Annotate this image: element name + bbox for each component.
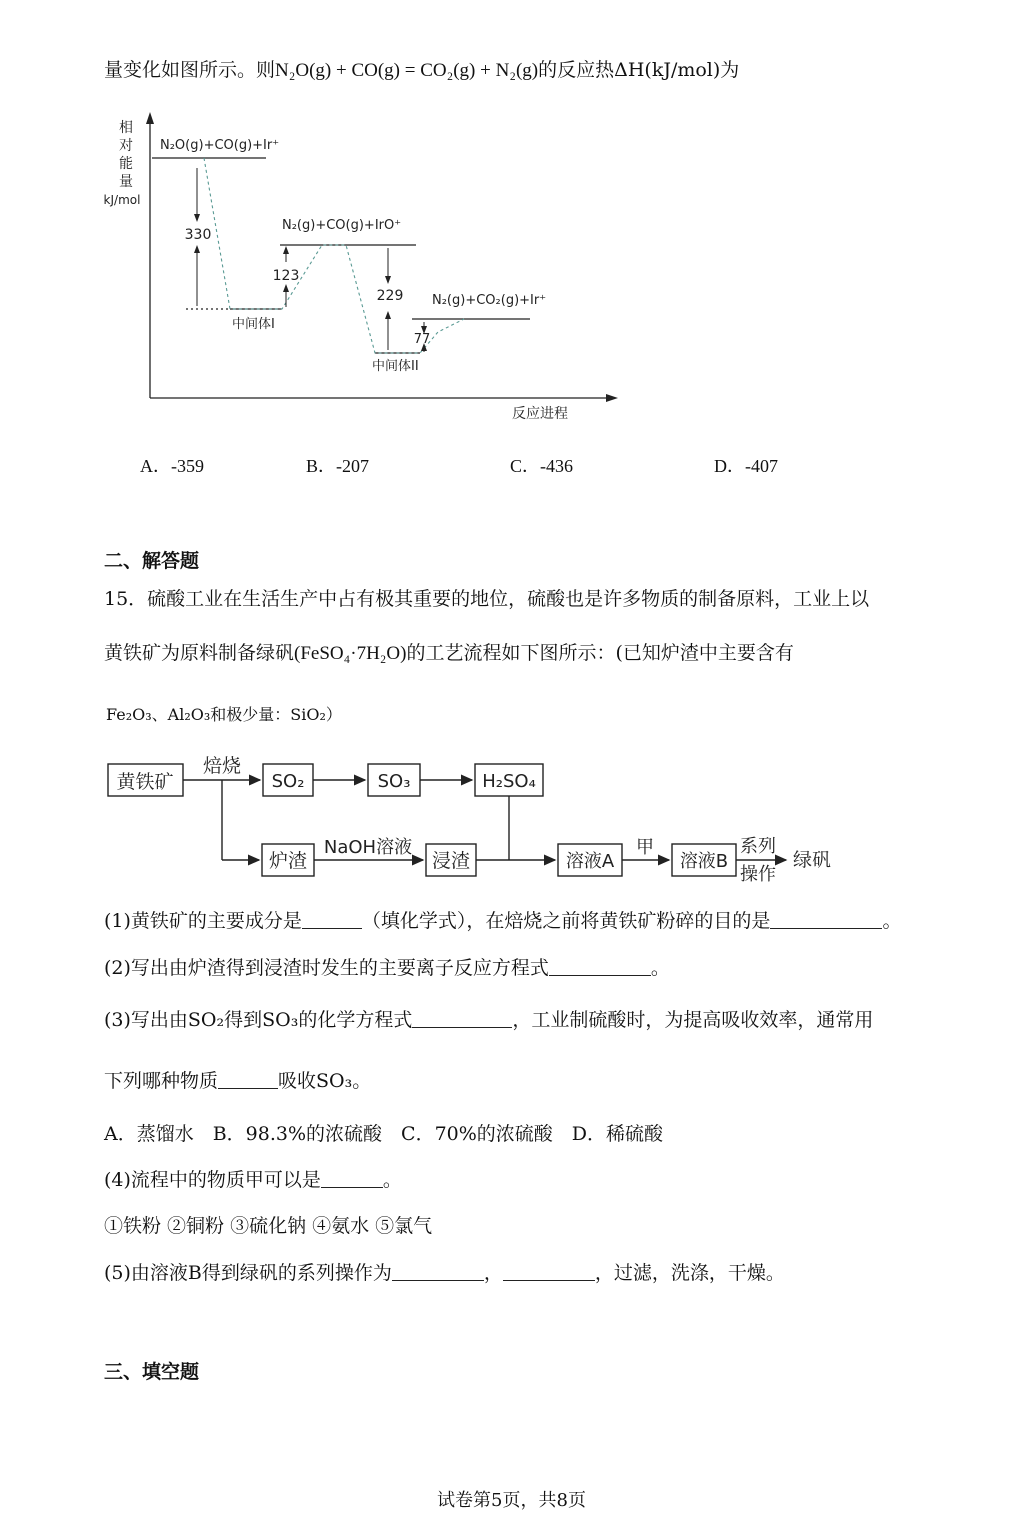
q15-stem-3: Fe₂O₃、Al₂O₃和极少量：SiO₂） [106, 705, 342, 724]
sub4-text: (4)流程中的物质甲可以是 [104, 1169, 321, 1191]
sub5-text-a: (5)由溶液B得到绿矾的系列操作为 [104, 1262, 392, 1284]
sub4-end: 。 [382, 1169, 402, 1191]
q14-intro-prefix: 量变化如图所示。则 [104, 59, 276, 81]
flow-h2so4: H₂SO₄ [482, 771, 536, 792]
sub1-end: 。 [882, 910, 902, 932]
sub1-text-b: （填化学式），在焙烧之前将黄铁矿粉碎的目的是 [361, 910, 771, 932]
process-flowchart [100, 748, 860, 888]
y-axis-arrow [146, 112, 154, 124]
y-label-2: 对 [119, 138, 133, 154]
gap-77: 77 [413, 332, 431, 347]
sub2-blank[interactable] [549, 955, 651, 976]
q15-sub3-line2 [104, 1068, 371, 1094]
y-label-unit: kJ/mol [103, 193, 141, 207]
flow-roast: 焙烧 [202, 755, 242, 777]
q14-intro-suffix: 的反应热ΔH(kJ/mol)为 [538, 59, 740, 81]
sub2-text: (2)写出由炉渣得到浸渣时发生的主要离子反应方程式 [104, 957, 549, 979]
sub1-text-a: (1)黄铁矿的主要成分是 [104, 910, 302, 932]
q15-stem-2b: 的工艺流程如下图所示：(已知炉渣中主要含有 [406, 642, 794, 664]
q15-sub4 [104, 1167, 402, 1193]
q15-stem-2 [104, 640, 794, 667]
q15-formula: (FeSO₄·7H₂O) [294, 643, 407, 664]
sub2-end: 。 [650, 957, 670, 979]
q15-sub3-options: A．蒸馏水 B．98.3%的浓硫酸 C．70%的浓硫酸 D．稀硫酸 [104, 1123, 664, 1145]
sub3-blank-1[interactable] [412, 1007, 512, 1028]
flow-leach: 浸渣 [431, 850, 471, 872]
energy-diagram [100, 110, 640, 430]
section-3-title: 三、填空题 [104, 1361, 200, 1383]
sub5-blank-2[interactable] [503, 1260, 595, 1281]
sub3-line2-b: 吸收SO₃。 [278, 1070, 372, 1092]
sub3-line2-a: 下列哪种物质 [104, 1070, 219, 1092]
flow-naoh: NaOH溶液 [323, 837, 413, 858]
flow-sol-b: 溶液B [679, 851, 729, 872]
flow-so2: SO₂ [271, 771, 305, 792]
sub1-blank-2[interactable] [770, 908, 882, 929]
flow-pyrite: 黄铁矿 [116, 771, 174, 793]
q15-stem-2a: 黄铁矿为原料制备绿矾 [104, 642, 295, 664]
gap-229: 229 [376, 288, 404, 304]
flow-product: 绿矾 [792, 849, 832, 871]
q15-sub1 [104, 908, 901, 934]
page-footer: 试卷第5页，共8页 [437, 1490, 586, 1511]
flow-slag: 炉渣 [268, 850, 308, 872]
sub1-blank-1[interactable] [302, 908, 362, 929]
sub3-blank-2[interactable] [218, 1068, 278, 1089]
q15-sub5 [104, 1260, 785, 1286]
q14-intro [104, 57, 739, 84]
q15-sub3 [104, 1007, 873, 1033]
y-label-3: 能 [119, 156, 133, 172]
state-reactants: N₂O(g)+CO(g)+Ir⁺ [160, 138, 280, 153]
sub4-blank[interactable] [321, 1167, 383, 1188]
q15-stem-1: 15．硫酸工业在生活生产中占有极其重要的地位，硫酸也是许多物质的制备原料，工业上以 [104, 588, 870, 610]
y-label-4: 量 [119, 174, 133, 190]
sub5-sep: ， [483, 1262, 503, 1284]
state-products: N₂(g)+CO₂(g)+Ir⁺ [432, 293, 547, 308]
x-axis-arrow [606, 394, 618, 402]
gap-330: 330 [184, 227, 212, 243]
option-a: A．-359 [140, 456, 204, 476]
sub3-text-a: (3)写出由SO₂得到SO₃的化学方程式 [104, 1009, 413, 1031]
q15-sub2 [104, 955, 670, 981]
option-b: B．-207 [306, 456, 369, 476]
option-c: C．-436 [510, 456, 573, 476]
section-2-title: 二、解答题 [104, 550, 200, 572]
label-intermediate-2: 中间体II [372, 359, 419, 374]
sub5-text-b: ，过滤，洗涤，干燥。 [594, 1262, 785, 1284]
gap-123: 123 [272, 268, 300, 284]
q14-equation: N₂O(g) + CO(g) = CO₂(g) + N₂(g) [275, 60, 539, 81]
option-d: D．-407 [714, 456, 778, 476]
flow-so3: SO₃ [377, 771, 411, 792]
flow-sol-a: 溶液A [565, 851, 615, 872]
y-label-1: 相 [119, 120, 133, 136]
state-mid: N₂(g)+CO(g)+IrO⁺ [282, 218, 402, 233]
flow-ops-1: 系列 [740, 836, 776, 857]
flow-ops-2: 操作 [740, 864, 776, 885]
x-axis-label: 反应进程 [512, 406, 568, 422]
sub5-blank-1[interactable] [392, 1260, 484, 1281]
label-intermediate-1: 中间体I [232, 317, 275, 332]
q15-sub4-options: ①铁粉 ②铜粉 ③硫化钠 ④氨水 ⑤氯气 [104, 1215, 433, 1237]
flow-jia: 甲 [636, 837, 654, 858]
sub3-text-b: ，工业制硫酸时，为提高吸收效率，通常用 [512, 1009, 874, 1031]
